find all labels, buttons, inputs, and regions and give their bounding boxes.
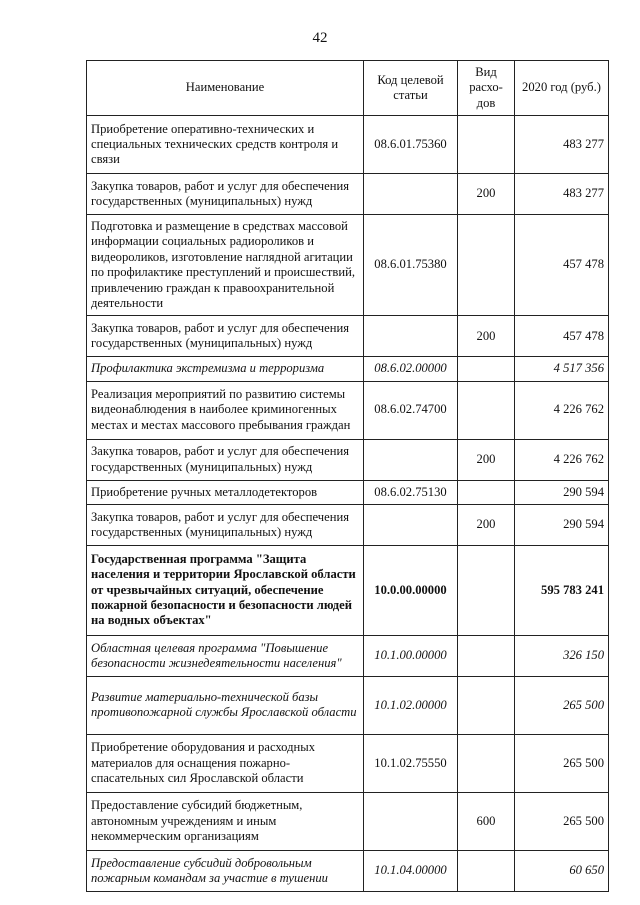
- cell-type: [458, 116, 515, 174]
- table-row: [87, 545, 609, 635]
- cell-amount: 483 277: [515, 174, 609, 215]
- cell-name: Предоставление субсидий бюджетным, автономным учреждениям и иным некоммерческим организациям: [87, 792, 364, 850]
- cell-type: 200: [458, 504, 515, 545]
- cell-amount: 483 277: [515, 116, 609, 174]
- cell-code: 08.6.01.75380: [364, 215, 458, 316]
- cell-code: 08.6.01.75360: [364, 116, 458, 174]
- cell-code: [364, 439, 458, 480]
- table-row: [87, 116, 609, 174]
- header-type: Вид расхо-дов: [458, 61, 515, 116]
- cell-code: 10.0.00.00000: [364, 545, 458, 635]
- cell-code: 10.1.04.00000: [364, 850, 458, 891]
- cell-type: 200: [458, 174, 515, 215]
- cell-amount: 4 517 356: [515, 357, 609, 381]
- cell-name: Областная целевая программа "Повышение безопасности жизнедеятельности населения": [87, 635, 364, 676]
- cell-name: Подготовка и размещение в средствах массовой информации социальных радиороликов и видеороликов, изготовление наглядной агитации по профилактике преступлений и происшествий, привлечению граждан к правоохранительной деятельности: [87, 215, 364, 316]
- cell-amount: 290 594: [515, 504, 609, 545]
- table-row: [87, 381, 609, 439]
- cell-code: 10.1.02.75550: [364, 734, 458, 792]
- table-row: [87, 676, 609, 734]
- budget-table: [86, 60, 609, 892]
- cell-amount: 4 226 762: [515, 381, 609, 439]
- cell-type: 200: [458, 439, 515, 480]
- table-row: [87, 635, 609, 676]
- cell-name: Профилактика экстремизма и терроризма: [87, 357, 364, 381]
- cell-name: Закупка товаров, работ и услуг для обеспечения государственных (муниципальных) нужд: [87, 439, 364, 480]
- cell-code: [364, 504, 458, 545]
- table-row: [87, 504, 609, 545]
- cell-type: 200: [458, 316, 515, 357]
- cell-type: [458, 381, 515, 439]
- cell-code: 10.1.02.00000: [364, 676, 458, 734]
- table-header-row: [87, 61, 609, 116]
- cell-amount: 60 650: [515, 850, 609, 891]
- cell-amount: 290 594: [515, 480, 609, 504]
- cell-name: Закупка товаров, работ и услуг для обеспечения государственных (муниципальных) нужд: [87, 316, 364, 357]
- table-row: [87, 357, 609, 381]
- cell-name: Закупка товаров, работ и услуг для обеспечения государственных (муниципальных) нужд: [87, 174, 364, 215]
- header-name: Наименование: [87, 61, 364, 116]
- table-row: [87, 439, 609, 480]
- cell-type: 600: [458, 792, 515, 850]
- cell-name: Государственная программа "Защита населения и территории Ярославской области от чрезвычайных ситуаций, обеспечение пожарной безопасности и безопасности людей на водных объектах": [87, 545, 364, 635]
- cell-code: 08.6.02.74700: [364, 381, 458, 439]
- table-row: [87, 215, 609, 316]
- cell-code: [364, 174, 458, 215]
- cell-code: [364, 792, 458, 850]
- cell-type: [458, 635, 515, 676]
- header-code: Код целевой статьи: [364, 61, 458, 116]
- cell-code: 08.6.02.75130: [364, 480, 458, 504]
- cell-amount: 595 783 241: [515, 545, 609, 635]
- cell-type: [458, 676, 515, 734]
- cell-name: Закупка товаров, работ и услуг для обеспечения государственных (муниципальных) нужд: [87, 504, 364, 545]
- cell-type: [458, 734, 515, 792]
- cell-code: 10.1.00.00000: [364, 635, 458, 676]
- cell-type: [458, 357, 515, 381]
- cell-code: 08.6.02.00000: [364, 357, 458, 381]
- table-row: [87, 480, 609, 504]
- cell-type: [458, 215, 515, 316]
- cell-amount: 326 150: [515, 635, 609, 676]
- cell-type: [458, 545, 515, 635]
- page-number: 42: [312, 30, 328, 46]
- cell-type: [458, 850, 515, 891]
- table-row: [87, 174, 609, 215]
- table-row: [87, 850, 609, 891]
- table-row: [87, 316, 609, 357]
- cell-type: [458, 480, 515, 504]
- table-row: [87, 792, 609, 850]
- cell-name: Приобретение ручных металлодетекторов: [87, 480, 364, 504]
- cell-amount: 265 500: [515, 676, 609, 734]
- cell-name: Приобретение оборудования и расходных материалов для оснащения пожарно-спасательных сил Ярославской области: [87, 734, 364, 792]
- table-body: [87, 116, 609, 892]
- cell-amount: 265 500: [515, 734, 609, 792]
- cell-name: Приобретение оперативно-технических и специальных технических средств контроля и связи: [87, 116, 364, 174]
- cell-amount: 457 478: [515, 215, 609, 316]
- cell-amount: 457 478: [515, 316, 609, 357]
- cell-amount: 265 500: [515, 792, 609, 850]
- table-row: [87, 734, 609, 792]
- cell-code: [364, 316, 458, 357]
- cell-amount: 4 226 762: [515, 439, 609, 480]
- cell-name: Реализация мероприятий по развитию системы видеонаблюдения в наиболее криминогенных местах и местах массового пребывания граждан: [87, 381, 364, 439]
- cell-name: Развитие материально-технической базы противопожарной службы Ярославской области: [87, 676, 364, 734]
- cell-name: Предоставление субсидий добровольным пожарным командам за участие в тушении: [87, 850, 364, 891]
- header-amount: 2020 год (руб.): [515, 61, 609, 116]
